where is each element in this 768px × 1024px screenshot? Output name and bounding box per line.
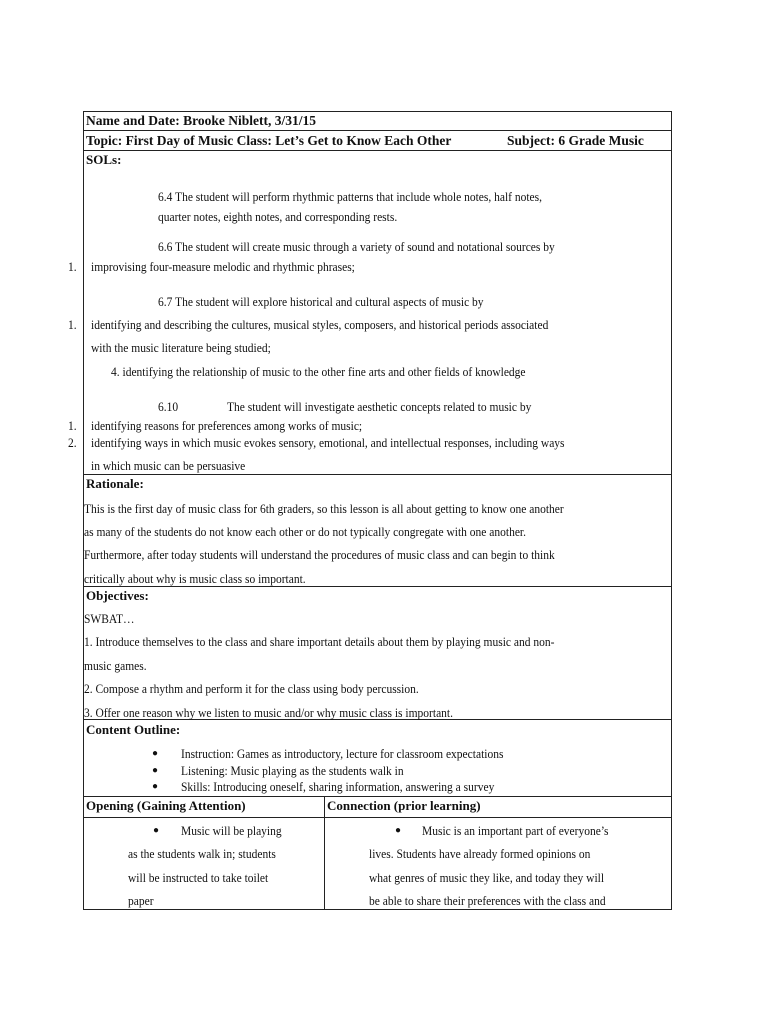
sol-6-10-code: 6.10 <box>158 400 179 414</box>
connection-label: Connection (prior learning) <box>327 798 481 813</box>
sol-6-4-line1: 6.4 The student will perform rhythmic patterns that include whole notes, half notes, <box>158 190 542 204</box>
row-divider <box>83 796 672 797</box>
objectives-label: Objectives: <box>86 588 149 603</box>
opening-line1: Music will be playing <box>181 824 282 838</box>
rationale-line2: as many of the students do not know each other or do not typically congregate with one another. <box>84 525 527 539</box>
connection-line3: what genres of music they like, and today they will <box>369 871 605 885</box>
connection-line2: lives. Students have already formed opinions on <box>369 847 591 861</box>
content-outline-item: Instruction: Games as introductory, lecture for classroom expectations <box>181 747 504 761</box>
rationale-line3: Furthermore, after today students will understand the procedures of music class and can begin to think <box>84 548 555 562</box>
bullet-icon: ● <box>152 781 159 792</box>
sol-6-10-item2-line2: in which music can be persuasive <box>91 459 246 473</box>
sol-6-10-item1: identifying reasons for preferences among works of music; <box>91 419 363 433</box>
opening-line3: will be instructed to take toilet <box>128 871 269 885</box>
column-divider <box>324 796 325 910</box>
connection-line4: be able to share their preferences with the class and <box>369 894 606 908</box>
objective-1-line2: music games. <box>84 659 147 673</box>
objective-2: 2. Compose a rhythm and perform it for the class using body percussion. <box>84 682 419 696</box>
content-outline-item: Skills: Introducing oneself, sharing information, answering a survey <box>181 780 495 794</box>
content-outline-label: Content Outline: <box>86 722 181 737</box>
name-and-date: Name and Date: Brooke Niblett, 3/31/15 <box>86 113 316 128</box>
sol-6-6-number: 1. <box>68 260 77 274</box>
row-divider <box>83 474 672 475</box>
connection-line1: Music is an important part of everyone’s <box>422 824 609 838</box>
sol-6-7-line1: 6.7 The student will explore historical and cultural aspects of music by <box>158 295 484 309</box>
row-divider <box>83 817 672 818</box>
sol-6-4-line2: quarter notes, eighth notes, and corresponding rests. <box>158 210 398 224</box>
lesson-topic: Topic: First Day of Music Class: Let’s Get to Know Each Other <box>86 133 452 148</box>
sols-label: SOLs: <box>86 152 122 167</box>
sol-6-10-number1: 1. <box>68 419 77 433</box>
bullet-icon: ● <box>152 765 159 776</box>
bullet-icon: ● <box>153 825 160 836</box>
bullet-icon: ● <box>152 748 159 759</box>
sol-6-10-number2: 2. <box>68 436 77 450</box>
opening-line4: paper <box>128 894 154 908</box>
row-divider <box>83 150 672 151</box>
sol-6-7-number: 1. <box>68 318 77 332</box>
sol-6-10-text: The student will investigate aesthetic concepts related to music by <box>227 400 532 414</box>
rationale-label: Rationale: <box>86 476 144 491</box>
row-divider <box>83 130 672 131</box>
rationale-line1: This is the first day of music class for 6th graders, so this lesson is all about getting to know one another <box>84 502 564 516</box>
objective-3: 3. Offer one reason why we listen to music and/or why music class is important. <box>84 706 454 720</box>
sol-6-6-line1: 6.6 The student will create music through a variety of sound and notational sources by <box>158 240 555 254</box>
sol-6-6-item1: improvising four-measure melodic and rhythmic phrases; <box>91 260 355 274</box>
opening-label: Opening (Gaining Attention) <box>86 798 246 813</box>
sol-6-7-item1-line2: with the music literature being studied; <box>91 341 271 355</box>
bullet-icon: ● <box>395 825 402 836</box>
objective-1-line1: 1. Introduce themselves to the class and share important details about them by playing music and non- <box>84 635 555 649</box>
opening-line2: as the students walk in; students <box>128 847 276 861</box>
sol-6-7-item1-line1: identifying and describing the cultures, musical styles, composers, and historical periods associated <box>91 318 549 332</box>
content-outline-item: Listening: Music playing as the students walk in <box>181 764 404 778</box>
sol-6-10-item2-line1: identifying ways in which music evokes sensory, emotional, and intellectual responses, including ways <box>91 436 565 450</box>
sol-6-7-item4: 4. identifying the relationship of music to the other fine arts and other fields of knowledge <box>111 365 526 379</box>
rationale-line4: critically about why is music class so important. <box>84 572 306 586</box>
objectives-swbat: SWBAT… <box>84 612 135 626</box>
lesson-subject: Subject: 6 Grade Music <box>507 133 644 148</box>
